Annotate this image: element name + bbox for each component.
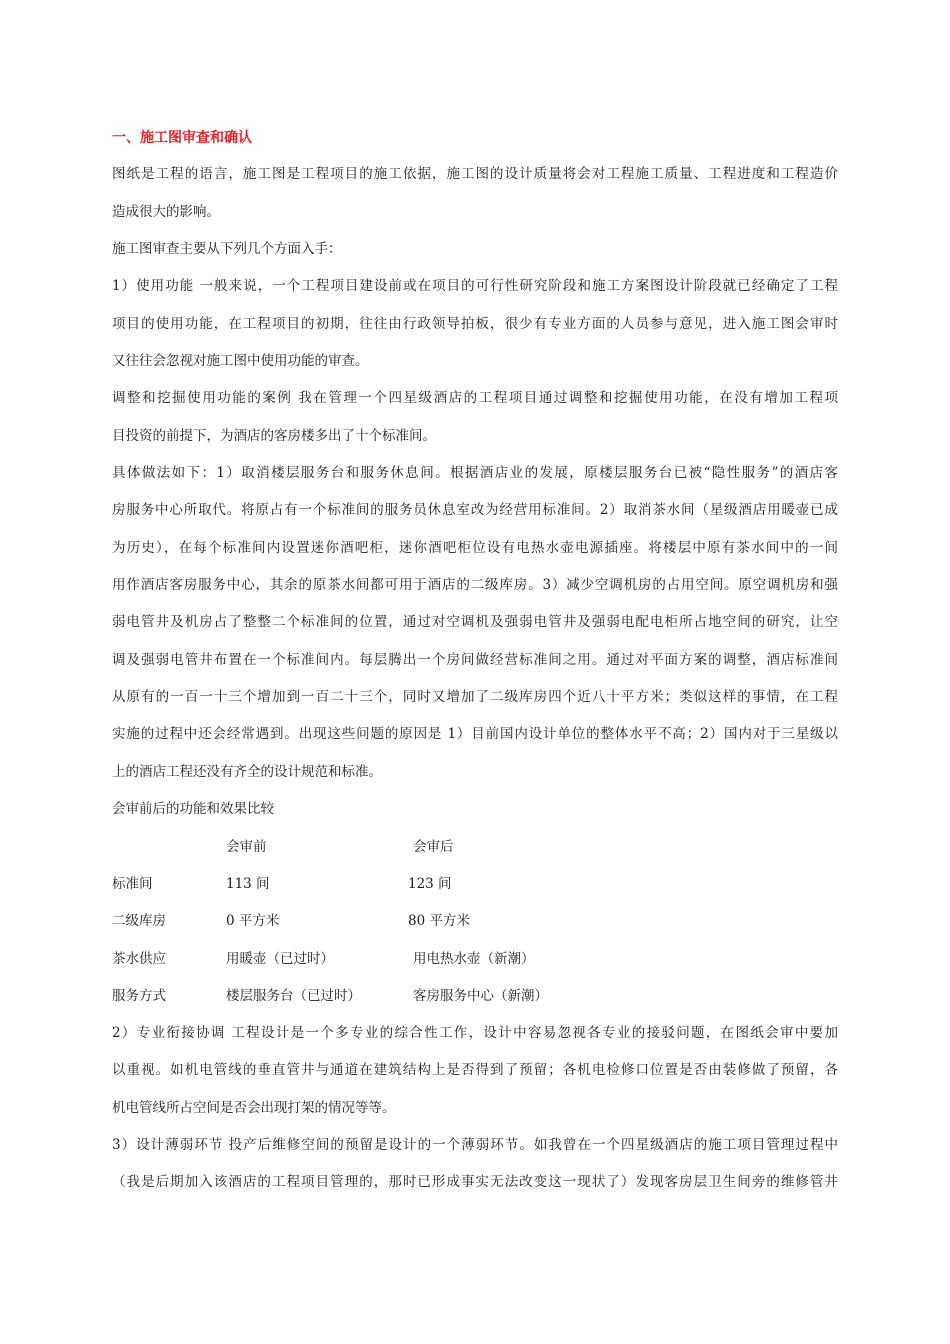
- table-cell-after: 客房服务中心（新潮）: [413, 988, 548, 1004]
- paragraph-line: 调整和挖掘使用功能的案例 我在管理一个四星级酒店的工程项目通过调整和挖掘使用功能，在没有增加工程项: [112, 390, 838, 406]
- paragraph-line: 弱电管井及机房占了整整二个标准间的位置，通过对空调机及强弱电管井及强弱电配电柜所占地空间的研究，让空: [112, 614, 838, 630]
- paragraph-line: 从原有的一百一十三个增加到一百二十三个，同时又增加了二级库房四个近八十平方米；类似这样的事情，在工程: [112, 689, 838, 705]
- paragraph-line: 目投资的前提下，为酒店的客房楼多出了十个标准间。: [112, 428, 436, 444]
- paragraph-line: 2）专业衔接协调 工程设计是一个多专业的综合性工作，设计中容易忽视各专业的接驳问题，在图纸会审中要加: [112, 1025, 838, 1041]
- paragraph-line: 以重视。如机电管线的垂直管井与通道在建筑结构上是否得到了预留；各机电检修口位置是否由装修做了预留，各: [112, 1062, 838, 1078]
- paragraph-line: 会审前后的功能和效果比较: [112, 801, 274, 817]
- paragraph-line: （我是后期加入该酒店的工程项目管理的，那时已形成事实无法改变这一现状了）发现客房层卫生间旁的维修管井: [112, 1174, 838, 1190]
- paragraph-line: 3）设计薄弱环节 投产后维修空间的预留是设计的一个薄弱环节。如我曾在一个四星级酒店的施工项目管理过程中: [112, 1137, 838, 1153]
- paragraph-line: 项目的使用功能，在工程项目的初期，往往由行政领导拍板，很少有专业方面的人员参与意见，进入施工图会审时: [112, 316, 838, 332]
- paragraph-line: 图纸是工程的语言，施工图是工程项目的施工依据，施工图的设计质量将会对工程施工质量、工程进度和工程造价: [112, 166, 838, 182]
- table-cell-before: 楼层服务台（已过时）: [226, 988, 361, 1004]
- table-row-label: 二级库房: [112, 913, 166, 929]
- table-cell-after: 80 平方米: [408, 913, 470, 929]
- paragraph-line: 施工图审查主要从下列几个方面入手：: [112, 241, 342, 257]
- paragraph-line: 为历史），在每个标准间内设置迷你酒吧柜，迷你酒吧柜位设有电热水壶电源插座。将楼层中原有茶水间中的一间: [112, 540, 838, 556]
- table-cell-before: 用暖壶（已过时）: [226, 951, 334, 967]
- table-header-before: 会审前: [226, 839, 267, 855]
- table-cell-before: 0 平方米: [226, 913, 280, 929]
- paragraph-line: 实施的过程中还会经常遇到。出现这些问题的原因是 1）目前国内设计单位的整体水平不高；2）国内对于三星级以: [112, 726, 838, 742]
- table-cell-after: 用电热水壶（新潮）: [413, 951, 535, 967]
- paragraph-line: 造成很大的影响。: [112, 204, 220, 220]
- table-cell-before: 113 间: [226, 876, 270, 892]
- paragraph-line: 又往往会忽视对施工图中使用功能的审查。: [112, 353, 369, 369]
- table-row-label: 服务方式: [112, 988, 166, 1004]
- table-row-label: 标准间: [112, 876, 153, 892]
- paragraph-line: 房服务中心所取代。将原占有一个标准间的服务员休息室改为经营用标准间。2）取消茶水间（星级酒店用暖壶已成: [112, 502, 838, 518]
- paragraph-line: 具体做法如下：1）取消楼层服务台和服务休息间。根据酒店业的发展，原楼层服务台已被“隐性服务”的酒店客: [112, 465, 838, 481]
- paragraph-line: 机电管线所占空间是否会出现打架的情况等等。: [112, 1100, 396, 1116]
- table-cell-after: 123 间: [408, 876, 452, 892]
- table-row-label: 茶水供应: [112, 951, 166, 967]
- paragraph-line: 调及强弱电管井布置在一个标准间内。每层腾出一个房间做经营标准间之用。通过对平面方案的调整，酒店标准间: [112, 652, 838, 668]
- paragraph-line: 用作酒店客房服务中心，其余的原茶水间都可用于酒店的二级库房。3）减少空调机房的占用空间。原空调机房和强: [112, 577, 838, 593]
- table-header-after: 会审后: [413, 839, 454, 855]
- section-heading: 一、施工图审查和确认: [112, 130, 252, 146]
- paragraph-line: 上的酒店工程还没有齐全的设计规范和标准。: [112, 764, 382, 780]
- paragraph-line: 1）使用功能 一般来说，一个工程项目建设前或在项目的可行性研究阶段和施工方案图设计阶段就已经确定了工程: [112, 278, 838, 294]
